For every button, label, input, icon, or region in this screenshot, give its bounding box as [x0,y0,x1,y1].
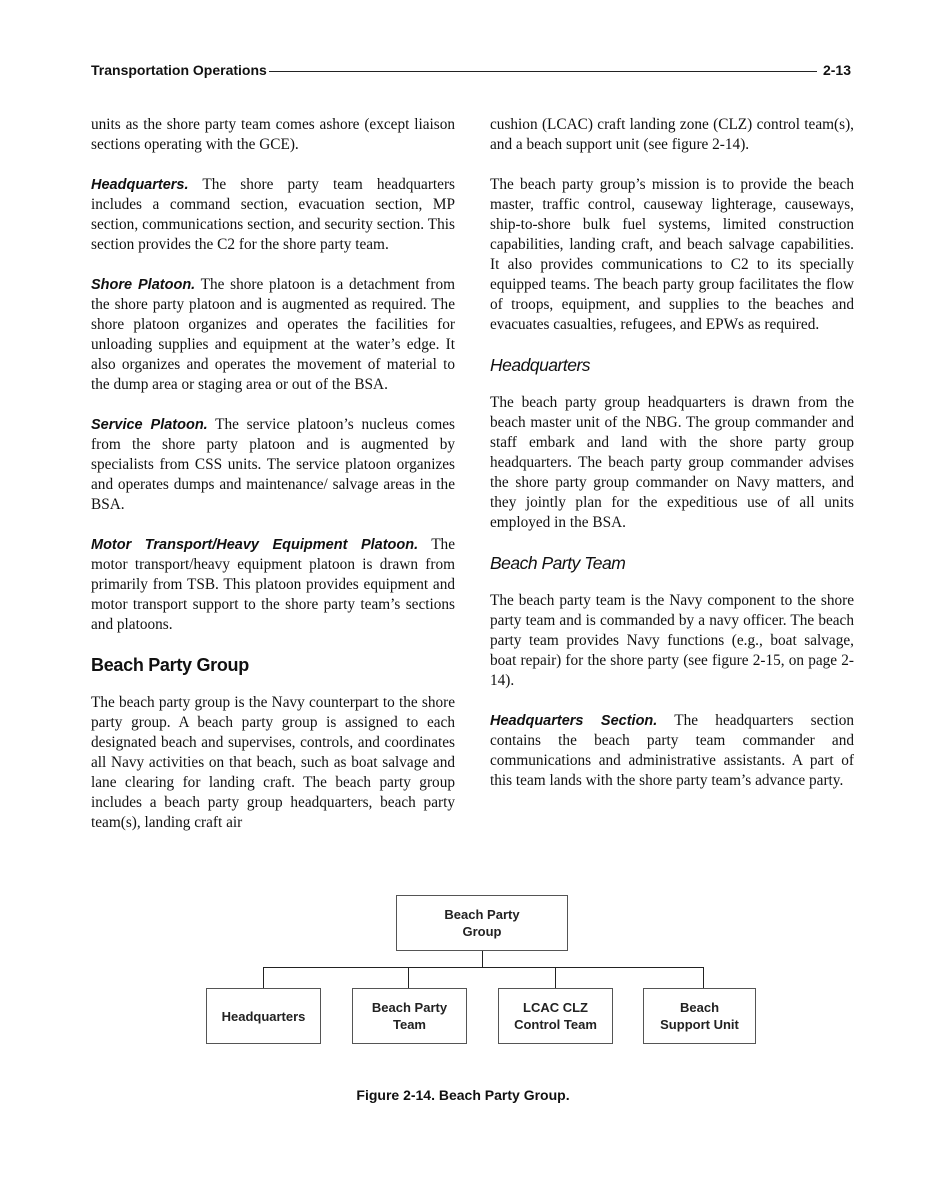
subsection-heading: Headquarters [490,355,591,375]
section-title: Transportation Operations [91,62,267,78]
left-column [91,115,455,853]
run-in-heading: Service Platoon. [91,417,208,433]
running-header [91,60,851,80]
paragraph: The beach party group’s mission is to provide the beach master, traffic control, causeway lighterage, causeways, ship-to-shore bulk fuel systems, limited construction capabilities, landing craft, and beach salvage capabilities. It also provides communications to C2 to its specially equipped teams. The beach party group facilitates the flow of troops, equipment, and supplies to the beaches and evacuates casualties, refugees, and EPWs as required. [490,176,854,333]
connector-line [703,967,704,988]
section-heading: Beach Party Group [91,655,249,675]
org-box-beach-party-team: Beach Party Team [352,988,467,1044]
paragraph: The beach party group headquarters is drawn from the beach master unit of the NBG. The group commander and staff embark and land with the shore party group headquarters. The beach party group commander advises the shore party group commander on Navy matters, and they jointly plan for the expeditious use of all units employed in the BSA. [490,394,854,531]
paragraph-shore-platoon: Shore Platoon. The shore platoon is a detachment from the shore party platoon and is augmented as required. The shore platoon organizes and operates the facilities for unloading supplies and equipment at the water’s edge. It also organizes and operates the movement of material to the dump area or staging area or out of the BSA. [91,276,455,393]
connector-line [263,967,264,988]
paragraph: The beach party team is the Navy component to the shore party team and is commanded by a navy officer. The beach party team provides Navy functions (e.g., boat salvage, boat repair) for the shore party (see figure 2-15, on page 2-14). [490,592,854,689]
paragraph: cushion (LCAC) craft landing zone (CLZ) control team(s), and a beach support unit (see figure 2-14). [490,116,854,153]
header-rule [269,71,817,72]
connector-line [555,967,556,988]
paragraph: units as the shore party team comes ashore (except liaison sections operating with the GCE). [91,116,455,153]
run-in-heading: Headquarters. [91,177,189,193]
connector-line [263,967,704,968]
figure-caption: Figure 2-14. Beach Party Group. [356,1087,570,1103]
right-column [490,115,854,811]
paragraph-service-platoon: Service Platoon. The service platoon’s nucleus comes from the shore party platoon and is augmented by specialists from CSS units. The service platoon organizes and operates dumps and maintenance/ salvage areas in the BSA. [91,416,455,513]
run-in-heading: Headquarters Section. [490,713,658,729]
run-in-heading: Shore Platoon. [91,277,196,293]
connector-line [408,967,409,988]
paragraph-headquarters-section: Headquarters Section. The headquarters section contains the beach party team commander and communications and administrative assistants. A part of this team lands with the shore party team’s advance party. [490,712,854,789]
paragraph: The beach party group is the Navy counterpart to the shore party group. A beach party group is assigned to each designated beach and supervises, controls, and coordinates all Navy activities on that beach, such as boat salvage and lane clearing for landing craft. The beach party group includes a beach party group headquarters, beach party team(s), landing craft air [91,694,455,831]
page-number: 2-13 [822,62,851,78]
run-in-heading: Motor Transport/Heavy Equipment Platoon. [91,537,419,553]
subsection-heading: Beach Party Team [490,553,626,573]
org-box-lcac-clz-control-team: LCAC CLZ Control Team [498,988,613,1044]
org-box-headquarters: Headquarters [206,988,321,1044]
connector-line [482,951,483,968]
org-box-beach-support-unit: Beach Support Unit [643,988,756,1044]
paragraph-motor-transport: Motor Transport/Heavy Equipment Platoon. The motor transport/heavy equipment platoon is drawn from primarily from TSB. This platoon provides equipment and motor transport support to the shore party team’s sections and platoons. [91,536,455,633]
org-box-root: Beach Party Group [396,895,568,951]
paragraph-headquarters: Headquarters. The shore party team headquarters includes a command section, evacuation section, MP section, communications section, and security section. This section provides the C2 for the shore party team. [91,176,455,253]
